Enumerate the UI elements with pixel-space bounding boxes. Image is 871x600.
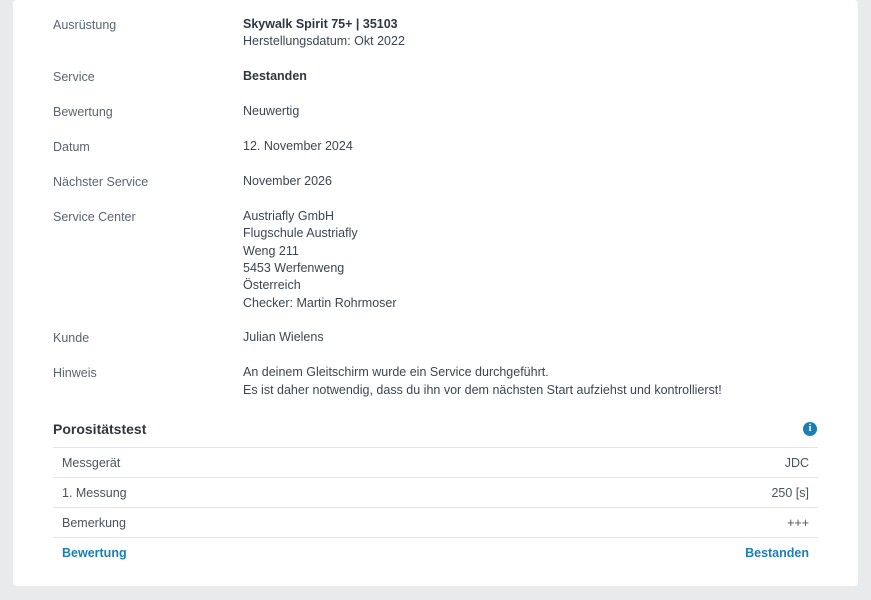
table-row	[53, 448, 818, 478]
detail-value-service-center	[243, 208, 397, 312]
detail-row	[53, 138, 818, 156]
service-center-company: Austriafly GmbH	[243, 208, 334, 223]
detail-row	[53, 364, 818, 399]
detail-value-kunde	[243, 329, 324, 346]
detail-value-ausruestung	[243, 16, 405, 51]
table-row-bewertung[interactable]	[53, 538, 818, 568]
detail-row	[53, 103, 818, 121]
detail-value-bewertung	[243, 103, 299, 120]
detail-label-service-center: Service Center	[53, 209, 136, 224]
service-center-street: Weng 211	[243, 243, 299, 258]
porosity-section	[53, 421, 818, 568]
equipment-details	[53, 16, 818, 399]
detail-label-naechster-service: Nächster Service	[53, 174, 149, 189]
customer-name: Julian Wielens	[243, 330, 324, 345]
detail-value-service	[243, 68, 307, 85]
detail-row	[53, 208, 818, 312]
next-service-date: November 2026	[243, 173, 332, 188]
table-row	[53, 508, 818, 538]
detail-label-service: Service	[53, 69, 95, 84]
detail-value-datum	[243, 138, 353, 155]
document-content	[13, 0, 858, 568]
row-value-messung-1: 250 [s]	[771, 485, 809, 500]
detail-label-kunde: Kunde	[53, 331, 90, 346]
detail-label-ausruestung: Ausrüstung	[53, 18, 117, 32]
document-page	[13, 0, 858, 586]
detail-value-naechster-service	[243, 173, 332, 190]
info-icon[interactable]: i	[803, 422, 817, 436]
service-center-country: Österreich	[243, 278, 301, 293]
notice-line-2: Es ist daher notwendig, dass du ihn vor dem nächsten Start aufziehst und kontrollierst!	[243, 382, 722, 397]
row-value-messgeraet: JDC	[784, 455, 809, 470]
porosity-table	[53, 447, 818, 568]
porosity-title: Porositätstest	[53, 421, 147, 438]
detail-label-bewertung: Bewertung	[53, 104, 113, 119]
table-row	[53, 478, 818, 508]
detail-label-hinweis: Hinweis	[53, 366, 97, 381]
row-key-bemerkung: Bemerkung	[62, 515, 126, 530]
service-center-checker: Checker: Martin Rohrmoser	[243, 295, 397, 310]
service-result: Bestanden	[243, 68, 307, 83]
row-value-bewertung-link[interactable]: Bestanden	[745, 546, 809, 561]
detail-row	[53, 173, 818, 191]
porosity-header	[53, 421, 818, 447]
equipment-manufacture-date: Herstellungsdatum: Okt 2022	[243, 34, 405, 49]
row-key-bewertung-link[interactable]: Bewertung	[62, 546, 127, 561]
row-key-messung-1: 1. Messung	[62, 485, 127, 500]
notice-line-1: An deinem Gleitschirm wurde ein Service durchgeführt.	[243, 365, 549, 380]
service-center-city: 5453 Werfenweng	[243, 261, 345, 276]
equipment-model: Skywalk Spirit 75+ | 35103	[243, 17, 398, 31]
detail-row	[53, 329, 818, 347]
row-value-bemerkung: +++	[787, 515, 809, 530]
service-date: 12. November 2024	[243, 138, 353, 153]
detail-value-hinweis	[243, 364, 722, 399]
row-key-messgeraet: Messgerät	[62, 455, 121, 470]
detail-row	[53, 16, 818, 51]
service-center-school: Flugschule Austriafly	[243, 226, 358, 241]
rating-value: Neuwertig	[243, 103, 300, 118]
detail-label-datum: Datum	[53, 139, 90, 154]
detail-row	[53, 68, 818, 86]
